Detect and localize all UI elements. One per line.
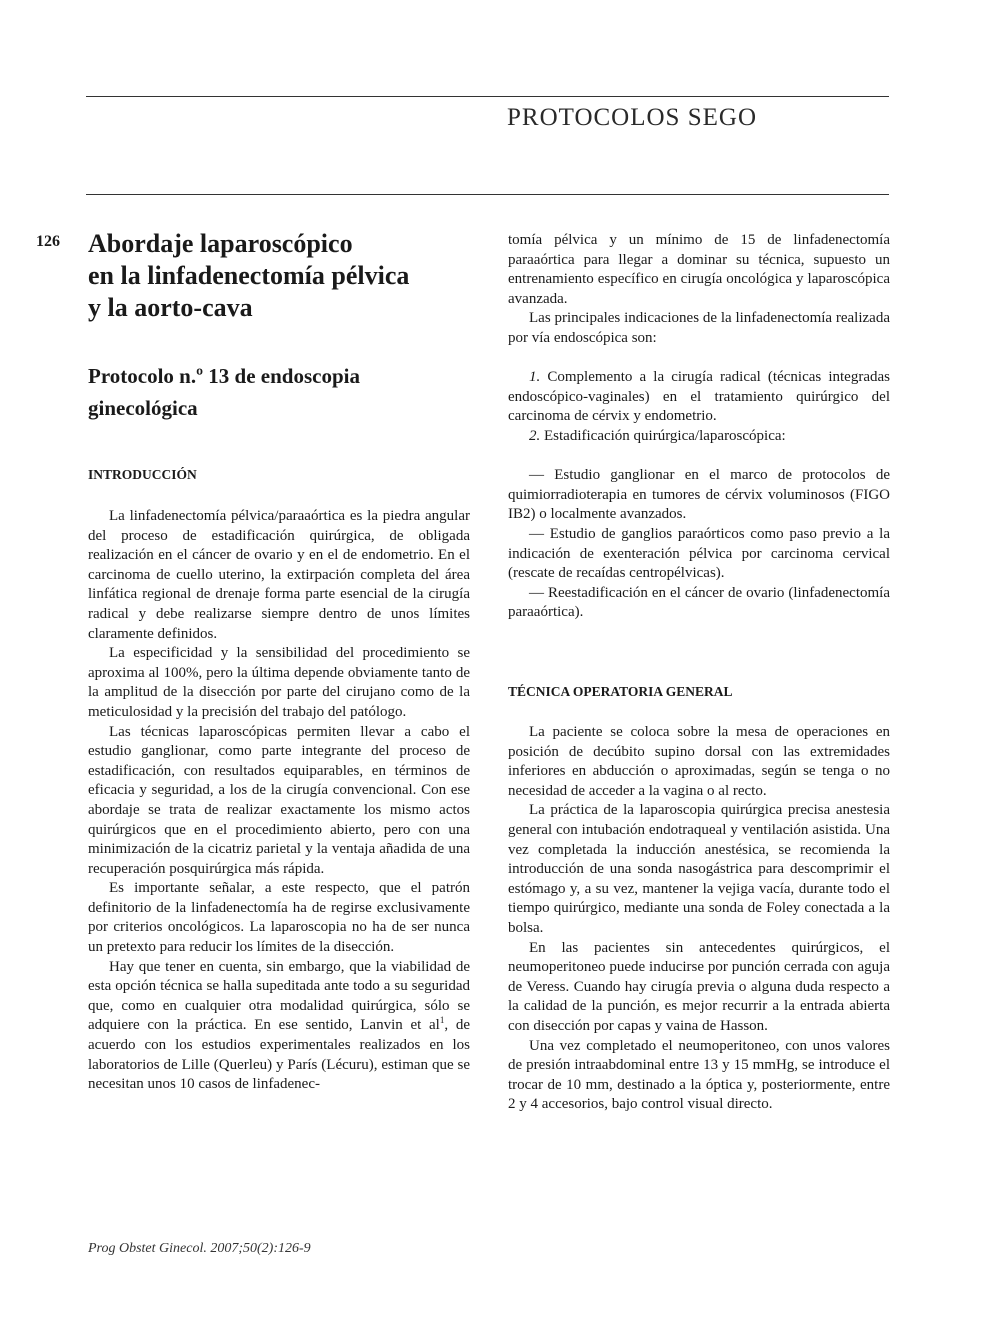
section-heading-tecnica: TÉCNICA OPERATORIA GENERAL xyxy=(508,684,733,699)
paragraph: La paciente se coloca sobre la mesa de operaciones en posición de decúbito supino dorsal con las extremidades inferiores en abducción o aproximadas, según se tenga o no necesidad de acceder a la vagina o al recto. xyxy=(508,724,890,799)
header-rule-top xyxy=(86,96,889,97)
article-subtitle xyxy=(88,360,488,424)
header-rule-bottom xyxy=(86,194,889,195)
indication-text: Estadificación quirúrgica/laparoscópica: xyxy=(540,427,786,444)
article-title xyxy=(88,228,488,324)
indication-number: 2. xyxy=(529,427,541,444)
dash-item: — Estudio de ganglios paraórticos como paso previo a la indicación de exenteración pélvica por carcinoma cervical (rescate de recaídas centropélvicas). xyxy=(508,525,890,582)
reference-superscript: 1 xyxy=(439,1015,445,1026)
paragraph: La linfadenectomía pélvica/paraaórtica es la piedra angular del proceso de estadificación quirúrgica, de obligada realización en el cáncer de ovario y en el de endometrio. En el carcinoma de cuello uterino, la extirpación completa del área linfática regional de drenaje forma parte esencial de la cirugía radical y debe realizarse siempre dentro de unos límites claramente definidos. xyxy=(88,508,470,642)
title-line: Abordaje laparoscópico xyxy=(88,229,353,258)
paragraph: Una vez completado el neumoperitoneo, con unos valores de presión intraabdominal entre 13 y 15 mmHg, se introduce el trocar de 10 mm, destinado a la óptica y, posteriormente, entre 2 y 4 accesorios, bajo control visual directo. xyxy=(508,1037,890,1113)
footer-citation: Prog Obstet Ginecol. 2007;50(2):126-9 xyxy=(88,1241,311,1256)
paragraph: Es importante señalar, a este respecto, que el patrón definitorio de la linfadenectomía ha de regirse exclusivamente por criterios oncológicos. La laparoscopia no ha de ser nunca un pretexto para reducir los límites de la disección. xyxy=(88,880,470,956)
introduccion-body xyxy=(88,507,470,1095)
paragraph-text: Hay que tener en cuenta, sin embargo, que la viabilidad de esta opción técnica se halla supeditada ante todo a su seguridad que, como en cualquier otra modalidad quirúrgica, sólo se adquiere con la práctica. En ese sentido, Lanvin et al xyxy=(88,958,470,1034)
paragraph: En las pacientes sin antecedentes quirúrgicos, el neumoperitoneo puede inducirse por punción cerrada con aguja de Veress. Cuando hay cirugía previa o alguna duda respecto a la calidad de la punción, es mejor recurrir a la entrada abierta con disección por capas y vaina de Hasson. xyxy=(508,939,890,1034)
subtitle-line: ginecológica xyxy=(88,396,198,420)
title-line: y la aorto-cava xyxy=(88,293,253,322)
right-intro-body xyxy=(508,231,890,623)
indication-text: Complemento a la cirugía radical (técnicas integradas endoscópico-vaginales) en el tratamiento quirúrgico del carcinoma de cérvix y endometrio. xyxy=(508,369,890,425)
paragraph: Las principales indicaciones de la linfadenectomía realizada por vía endoscópica son: xyxy=(508,310,890,346)
page-number: 126 xyxy=(36,233,60,250)
indication-item xyxy=(508,368,890,427)
subtitle-line: Protocolo n.º 13 de endoscopia xyxy=(88,364,360,388)
title-line: en la linfadenectomía pélvica xyxy=(88,261,410,290)
indication-number: 1. xyxy=(529,369,541,386)
dash-item: — Reestadificación en el cáncer de ovario (linfadenectomía paraaórtica). xyxy=(508,584,890,621)
tecnica-body xyxy=(508,723,890,1115)
section-heading-introduccion: INTRODUCCIÓN xyxy=(88,467,197,482)
paragraph: La especificidad y la sensibilidad del procedimiento se aproxima al 100%, pero la última depende obviamente tanto de la amplitud de la disección por parte del cirujano como de la meticulosidad y la precisión del trabajo del patólogo. xyxy=(88,645,470,720)
indication-item xyxy=(508,427,890,447)
paragraph: Las técnicas laparoscópicas permiten llevar a cabo el estudio ganglionar, como parte integrante del proceso de estadificación, con resultados equiparables, en términos de eficacia y seguridad, a los de la cirugía convencional. Con ese abordaje se trata de realizar exactamente los mismo actos quirúrgicos que en el procedimiento abierto, pero con una minimización de la cicatriz parietal y la ventaja añadida de una recuperación posquirúrgica más rápida. xyxy=(88,723,470,877)
paragraph: La práctica de la laparoscopia quirúrgica precisa anestesia general con intubación endotraqueal y ventilación asistida. Una vez completada la inducción anestésica, se recomienda la introducción de una sonda nasogástrica para descomprimir el estómago y, a su vez, mantener la vejiga vacía, durante todo el tiempo quirúrgico, mediante una sonda de Foley conectada a la bolsa. xyxy=(508,802,890,936)
paragraph xyxy=(88,958,470,1095)
dash-item: — Estudio ganglionar en el marco de protocolos de quimiorradioterapia en tumores de cérvix voluminosos (FIGO IB2) o localmente avanzados. xyxy=(508,467,890,523)
paragraph: tomía pélvica y un mínimo de 15 de linfadenectomía paraaórtica para llegar a dominar su técnica, supuesto un entrenamiento específico en cirugía oncológica y laparoscópica avanzada. xyxy=(508,232,890,307)
running-head: PROTOCOLOS SEGO xyxy=(507,104,757,131)
paragraph-text: , de acuerdo con los estudios experimentales realizados en los laboratorios de Lille (Querleu) y París (Lécuru), estiman que se necesitan unos 10 casos de linfadenec- xyxy=(88,1017,470,1093)
